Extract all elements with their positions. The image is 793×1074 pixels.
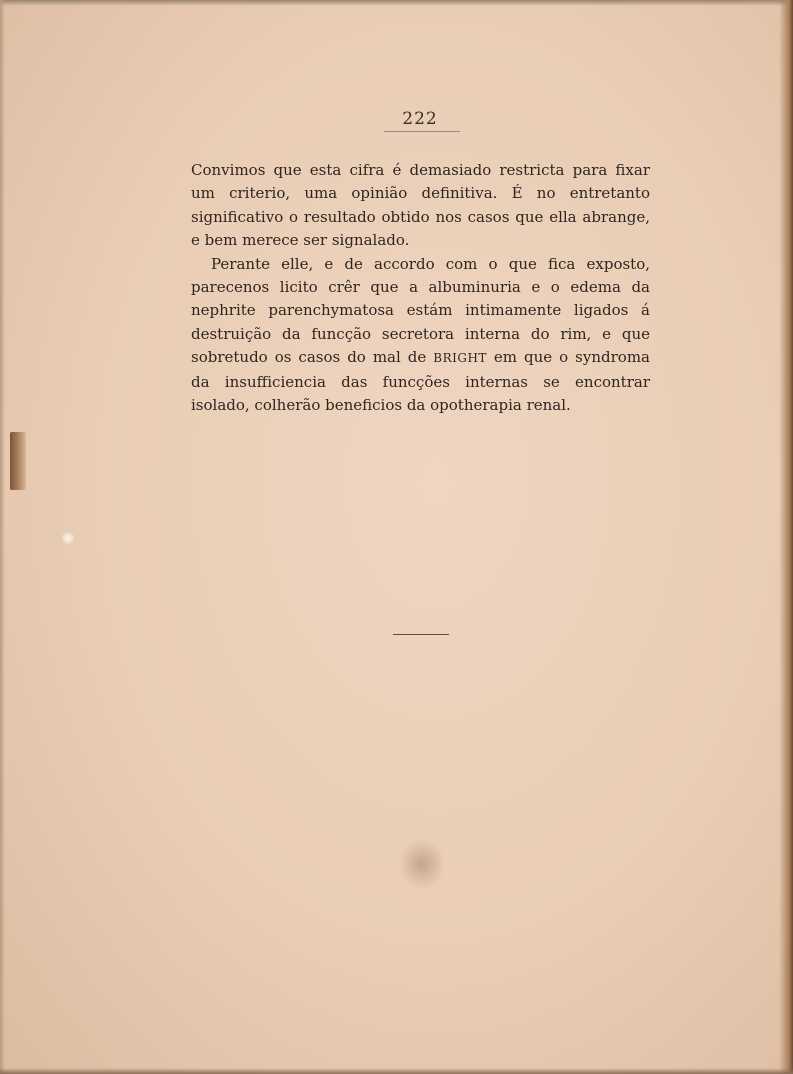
page-number-rule: [384, 131, 460, 132]
page-edge-left: [0, 0, 5, 1074]
page-edge-bottom: [0, 1068, 793, 1074]
paper-spot: [62, 532, 74, 544]
author-name: BRIGHT: [433, 351, 487, 366]
binding-tab: [10, 432, 26, 490]
paragraph-2-start: Perante elle, e de accordo com o que fica exposto, parecenos licito crêr que a albuminuria e o edema da nephrite parenchymatosa estám intimamente ligados á destruição da funcção secretora interna do rim, e que sobretudo os casos do mal de: [191, 254, 650, 367]
page-number: 222: [402, 109, 438, 129]
paragraph-2-end: em que o syndroma da insufficiencia das funcções internas se encontrar isolado, colherão beneficios da opotherapia renal.: [191, 348, 650, 415]
page-edge-top: [0, 0, 793, 6]
paragraph-2: [191, 253, 650, 418]
paragraph-1: Convimos que esta cifra é demasiado restricta para fixar um criterio, uma opinião definitiva. É no entretanto significativo o resultado obtido nos casos que ella abrange, e bem merece ser signalado.: [191, 161, 650, 250]
page-edge-right: [779, 0, 793, 1074]
end-rule: [393, 634, 449, 635]
body-text: [191, 159, 650, 417]
paper-stain: [398, 838, 446, 890]
